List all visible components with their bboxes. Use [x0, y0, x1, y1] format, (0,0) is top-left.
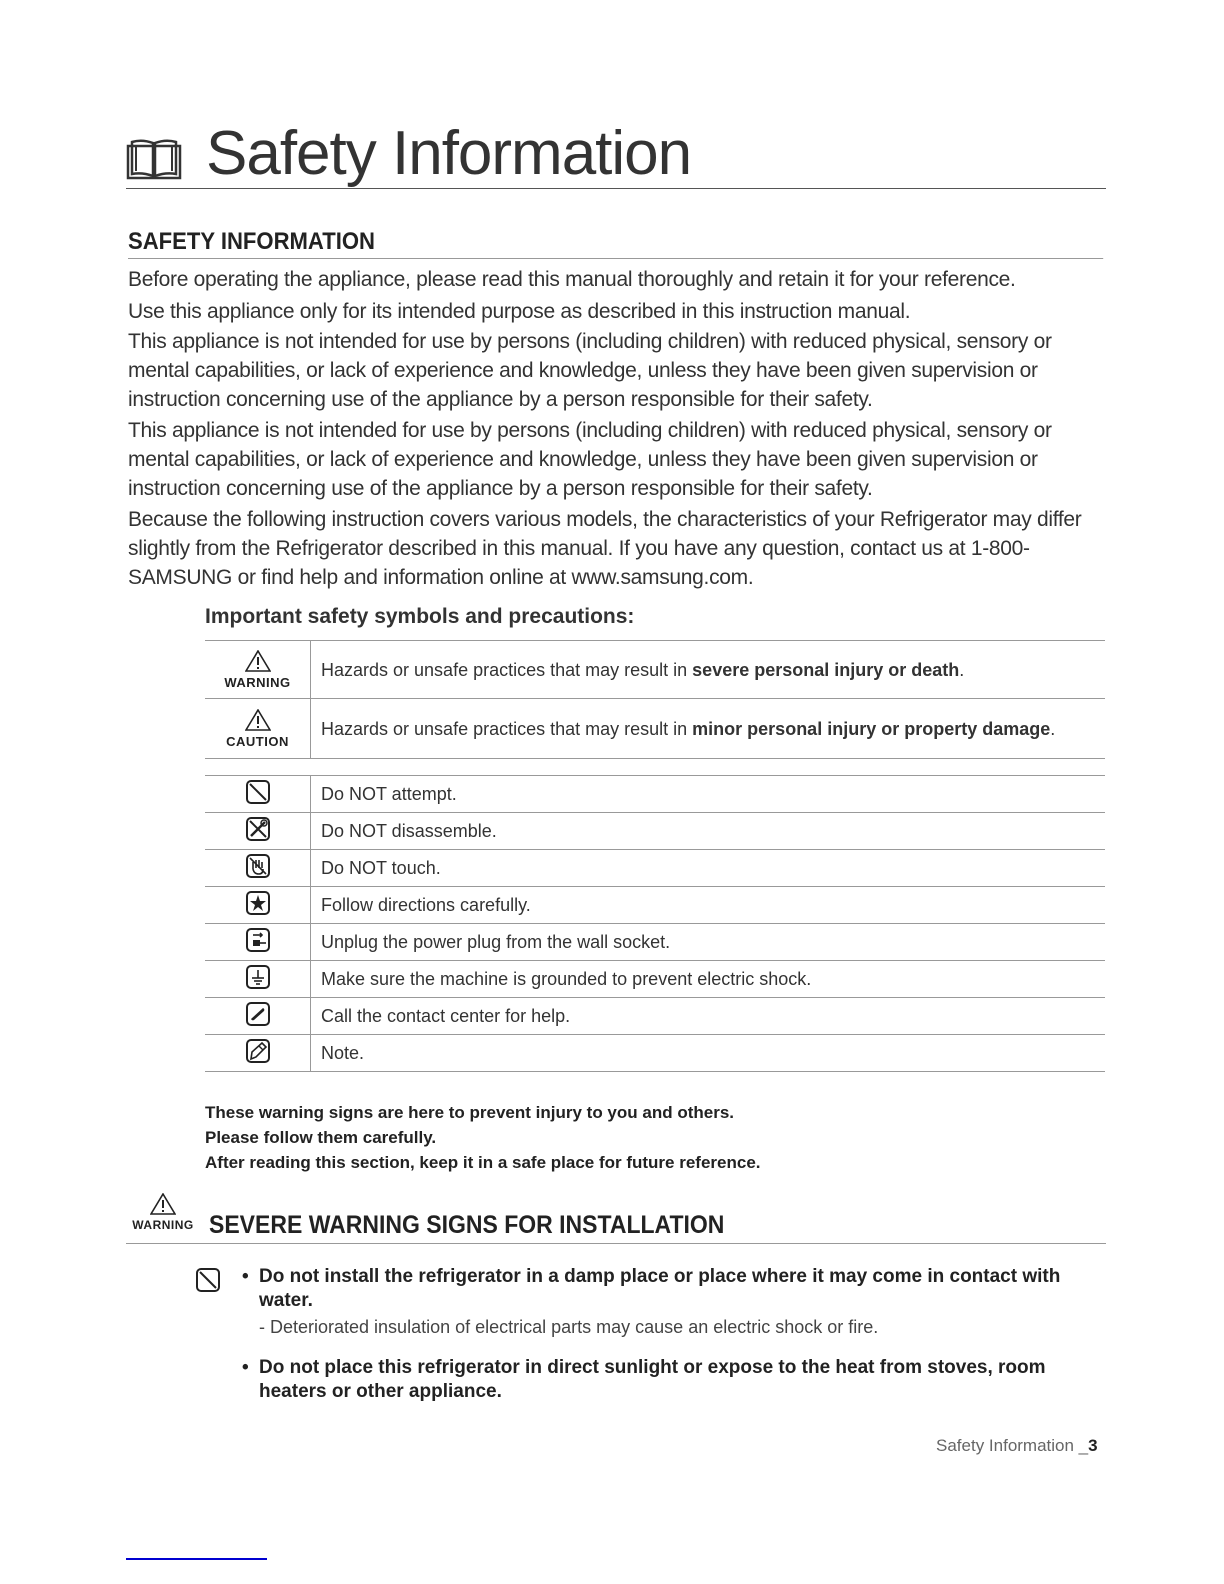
symbol-row [205, 961, 1105, 998]
warning-triangle-icon [245, 650, 271, 672]
symbol-row [205, 1035, 1105, 1072]
prohibited-icon [245, 779, 271, 805]
hazard-row-caution [205, 699, 1105, 759]
note-line: After reading this section, keep it in a safe place for future reference. [205, 1153, 761, 1172]
warning-label: WARNING [224, 674, 291, 690]
warning-triangle-icon [150, 1193, 176, 1215]
page-number: 3 [1088, 1436, 1098, 1455]
symbol-cell [205, 776, 311, 813]
symbol-cell [205, 813, 311, 850]
hazard-row-warning [205, 641, 1105, 699]
hazard-text-bold: minor personal injury or property damage [692, 718, 1051, 739]
ground-icon [245, 964, 271, 990]
note-line: These warning signs are here to prevent injury to you and others. [205, 1103, 735, 1122]
hazard-text-suffix: . [1050, 718, 1056, 739]
page-footer [936, 1436, 1098, 1456]
symbol-description: Call the contact center for help. [311, 998, 1106, 1035]
intro-paragraph: Before operating the appliance, please read this manual thoroughly and retain it for your reference. [128, 268, 1016, 291]
caution-triangle-icon [245, 709, 271, 731]
symbol-description: Unplug the power plug from the wall socket. [311, 924, 1106, 961]
symbol-cell [205, 887, 311, 924]
warning-notes [205, 1100, 761, 1175]
caution-symbol [205, 699, 311, 759]
note-icon [245, 1038, 271, 1064]
note-line: Please follow them carefully. [205, 1128, 437, 1147]
severe-warning-title: SEVERE WARNING SIGNS FOR INSTALLATION [209, 1211, 725, 1239]
caution-label: CAUTION [226, 733, 289, 749]
intro-paragraph: This appliance is not intended for use by persons (including children) with reduced physical, sensory or mental capabilities, or lack of experience and knowledge, unless they have been given supervision or instruction concerning use of the appliance by a person responsible for their safety. [128, 330, 1052, 411]
warning-symbol [205, 641, 311, 699]
hazard-description [311, 641, 1106, 699]
unplug-icon [245, 927, 271, 953]
bullet-item [195, 1265, 1105, 1313]
symbol-description: Do NOT touch. [311, 850, 1106, 887]
symbols-heading: Important safety symbols and precautions: [205, 605, 635, 628]
symbol-row [205, 850, 1105, 887]
symbol-description: Do NOT disassemble. [311, 813, 1106, 850]
page-title: Safety Information [206, 119, 692, 188]
symbol-row [205, 813, 1105, 850]
no-disassemble-icon [245, 816, 271, 842]
hazard-text: Hazards or unsafe practices that may result in [321, 659, 693, 680]
symbol-row [205, 776, 1105, 813]
symbol-cell [205, 924, 311, 961]
star-icon [245, 890, 271, 916]
symbol-cell [205, 961, 311, 998]
hazard-text: Hazards or unsafe practices that may result in [321, 718, 693, 739]
bullet-dot: • [242, 1266, 249, 1287]
intro-text [128, 265, 1108, 592]
link-underline [126, 1558, 267, 1560]
no-touch-icon [245, 853, 271, 879]
book-icon [126, 138, 182, 187]
bullet-subtext: - Deteriorated insulation of electrical parts may cause an electric shock or fire. [259, 1317, 879, 1337]
bullet-text: Do not place this refrigerator in direct sunlight or expose to the heat from stoves, room heaters or other appliance. [259, 1357, 1046, 1402]
symbol-row [205, 887, 1105, 924]
symbol-description: Follow directions carefully. [311, 887, 1106, 924]
footer-text: Safety Information _ [936, 1436, 1089, 1455]
phone-icon [245, 1001, 271, 1027]
section-heading: SAFETY INFORMATION [128, 228, 1103, 259]
hazard-text-bold: severe personal injury or death [692, 659, 960, 680]
symbol-description: Do NOT attempt. [311, 776, 1106, 813]
warning-badge [126, 1193, 200, 1232]
symbol-cell [205, 998, 311, 1035]
hazard-description [311, 699, 1106, 759]
installation-warnings [195, 1265, 1105, 1404]
symbol-cell [205, 1035, 311, 1072]
hazard-text-suffix: . [959, 659, 965, 680]
symbols-table [205, 775, 1105, 1072]
symbol-row [205, 924, 1105, 961]
intro-paragraph: Because the following instruction covers various models, the characteristics of your Refrigerator may differ slightly from the Refrigerator described in this manual. If you have any question, contact us at 1-800-SAMSUNG or find help and information online at www.samsung.com. [128, 508, 1082, 589]
intro-paragraph: Use this appliance only for its intended purpose as described in this instruction manual. [128, 300, 911, 323]
symbol-description: Note. [311, 1035, 1106, 1072]
symbol-description: Make sure the machine is grounded to prevent electric shock. [311, 961, 1106, 998]
severe-warning-heading [126, 1193, 1106, 1244]
symbol-row [205, 998, 1105, 1035]
page-title-bar [126, 120, 1106, 189]
hazard-table [205, 640, 1105, 759]
intro-paragraph: This appliance is not intended for use by persons (including children) with reduced physical, sensory or mental capabilities, or lack of experience and knowledge, unless they have been given supervision or instruction concerning use of the appliance by a person responsible for their safety. [128, 419, 1052, 500]
bullet-text: Do not install the refrigerator in a damp place or place where it may come in contact with water. [259, 1266, 1061, 1311]
warning-label: WARNING [132, 1218, 194, 1232]
symbol-cell [205, 850, 311, 887]
bullet-dot: • [242, 1357, 249, 1378]
bullet-item [195, 1356, 1105, 1404]
